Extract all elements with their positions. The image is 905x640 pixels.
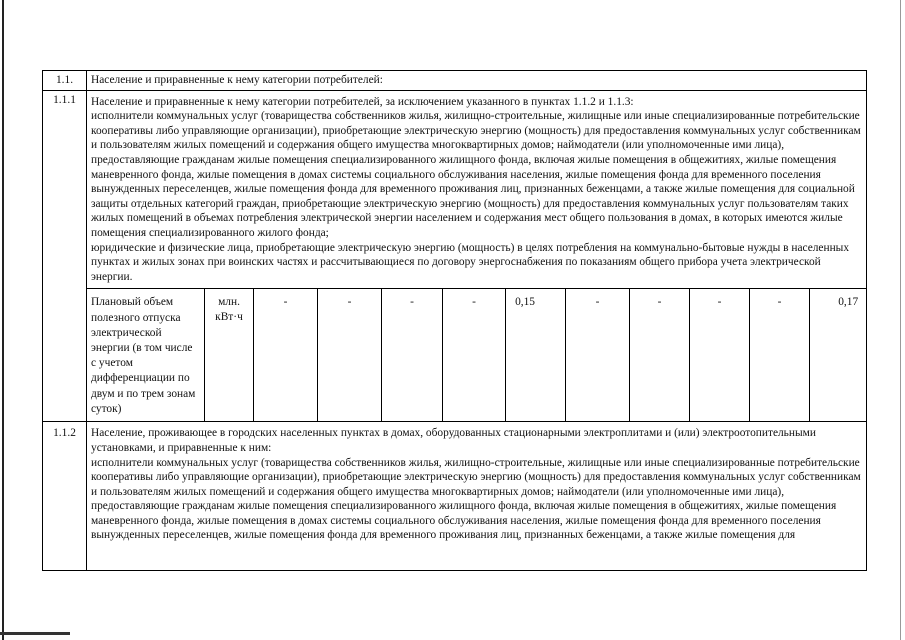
description-paragraph: исполнители коммунальных услуг (товарищества собственников жилья, жилищно-строительные, жилищные или иные специализированные потребительские кооперативы либо управляющие организации), приобретающие электрическую энергию (мощность) для предоставления коммунальных услуг собственникам и пользователям жилых помещений и содержания общего имущества многоквартирных домов; наймодатели (или уполномоченные ими лица), предоставляющие гражданам жилые помещения специализированного жилищного фонда, включая жилые помещения в общежитиях, жилые помещения маневренного фонда, жилые помещения в домах системы социального обслуживания населения, жилые помещения фонда для временного поселения вынужденных переселенцев, жилые помещения фонда для временного проживания лиц, признанных беженцами, а также жилые помещения для социальной защиты отдельных категорий граждан, приобретающие электрическую энергию (мощность) для предоставления коммунальных услуг пользователям таких жилых помещений в объемах потребления электрической энергии населением и содержания мест общего пользования в домах, в которых имеются жилые помещения специализированного жилого фонда; bbox=[91, 110, 861, 239]
metric-value: 0,15 bbox=[506, 289, 566, 422]
description-paragraph: юридические и физические лица, приобретающие электрическую энергию (мощность) в целях потребления на коммунально-бытовые нужды в населенных пунктах и жилых зонах при воинских частях и рассчитывающиеся по договору энергоснабжения по показаниям общего прибора учета электрической энергии. bbox=[91, 241, 850, 283]
metric-value: - bbox=[630, 289, 690, 422]
metric-value: 0,17 bbox=[810, 289, 867, 422]
table-row bbox=[43, 422, 867, 571]
row-number: 1.1. bbox=[43, 71, 87, 91]
metric-value: - bbox=[566, 289, 630, 422]
row-number: 1.1.2 bbox=[43, 422, 87, 571]
row-description bbox=[87, 422, 867, 571]
tariff-table bbox=[42, 70, 867, 571]
metric-unit: млн. кВт·ч bbox=[205, 289, 254, 422]
metric-value: - bbox=[750, 289, 810, 422]
description-paragraph: Население, проживающее в городских населенных пунктах в домах, оборудованных стационарными электроплитами и (или) электроотопительными установками, и приравненные к ним: bbox=[91, 427, 816, 454]
metric-value: - bbox=[318, 289, 382, 422]
description-clip bbox=[91, 426, 862, 570]
metric-value: - bbox=[382, 289, 443, 422]
table-row bbox=[43, 90, 867, 289]
metric-value: - bbox=[254, 289, 318, 422]
scan-edge-left bbox=[2, 0, 4, 640]
scan-edge-bottom bbox=[0, 632, 70, 635]
description-paragraph: Население и приравненные к нему категории потребителей, за исключением указанного в пунктах 1.1.2 и 1.1.3: bbox=[91, 95, 634, 108]
table-row bbox=[43, 289, 867, 422]
row-number: 1.1.1 bbox=[43, 90, 87, 422]
table-row bbox=[43, 71, 867, 91]
row-description bbox=[87, 90, 867, 289]
metric-label: Плановый объем полезного отпуска электрической энергии (в том числе с учетом дифференциации по двум и по трем зонам суток) bbox=[87, 289, 205, 422]
scan-edge-right bbox=[900, 0, 901, 640]
description-paragraph: исполнители коммунальных услуг (товарищества собственников жилья, жилищно-строительные, жилищные или иные специализированные потребительские кооперативы либо управляющие организации), приобретающие электрическую энергию (мощность) для предоставления коммунальных услуг собственникам и пользователям жилых помещений и содержания общего имущества многоквартирных домов; наймодатели (или уполномоченные ими лица), предоставляющие гражданам жилые помещения специализированного жилищного фонда, включая жилые помещения в общежитиях, жилые помещения маневренного фонда, жилые помещения в домах системы социального обслуживания населения, жилые помещения фонда для временного поселения вынужденных переселенцев, жилые помещения фонда для временного проживания лиц, признанных беженцами, а также жилые помещения для bbox=[91, 456, 861, 542]
metric-value: - bbox=[690, 289, 750, 422]
metric-value: - bbox=[443, 289, 506, 422]
row-title: Население и приравненные к нему категории потребителей: bbox=[87, 71, 867, 91]
